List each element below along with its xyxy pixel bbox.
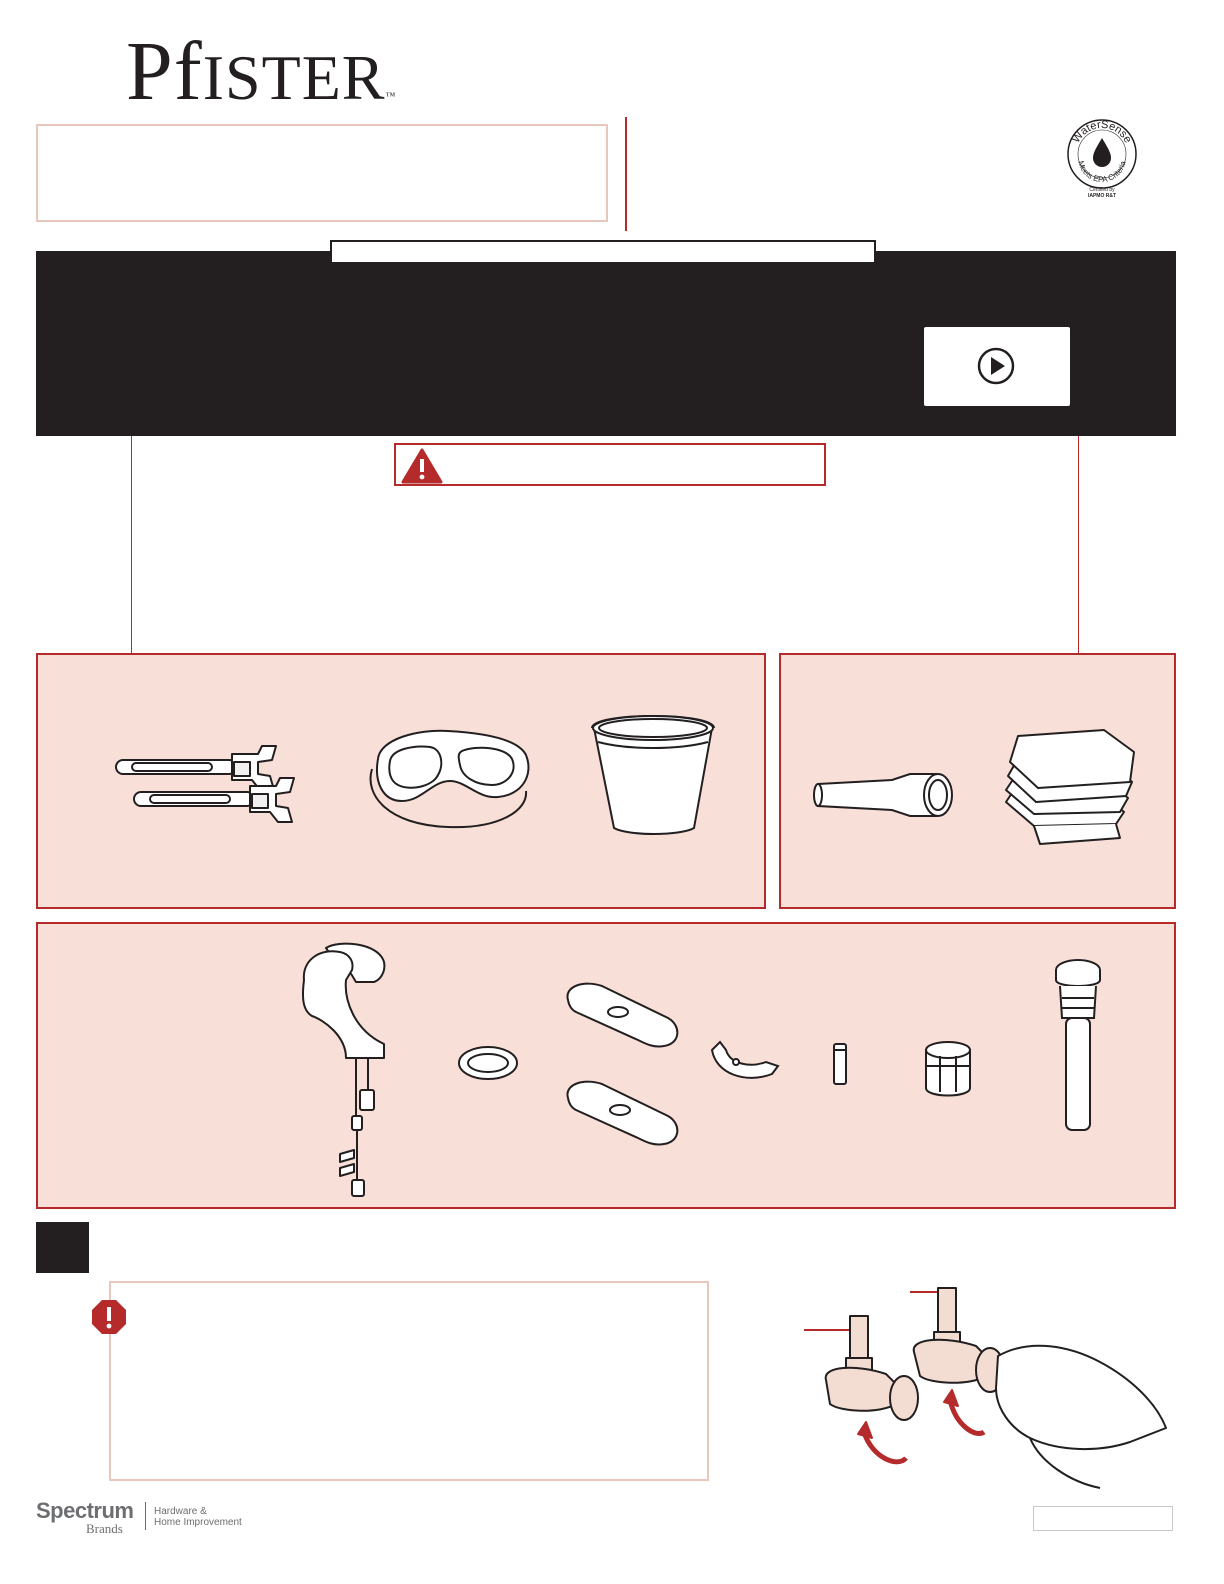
shutoff-valve-illustration bbox=[800, 1282, 1180, 1492]
certified-by-label: Certified by bbox=[1089, 187, 1115, 193]
caution-octagon-icon bbox=[90, 1298, 128, 1336]
spacer-icon bbox=[830, 1040, 850, 1088]
logo-trademark: ™ bbox=[385, 91, 397, 102]
warning-triangle-icon bbox=[401, 448, 443, 484]
faucet-icon bbox=[294, 940, 394, 1204]
logo-letter-p: P bbox=[126, 25, 174, 118]
tools-connector-line bbox=[131, 436, 132, 654]
brands-wordmark: Brands bbox=[86, 1521, 123, 1536]
gasket-icon bbox=[456, 1043, 520, 1083]
header-divider bbox=[625, 117, 627, 231]
flashlight-icon bbox=[812, 770, 958, 820]
banner-title-tab bbox=[330, 240, 876, 264]
watersense-arc-bottom: Meets EPA Criteria bbox=[1076, 159, 1128, 185]
caution-box bbox=[109, 1281, 709, 1481]
play-icon[interactable] bbox=[976, 346, 1016, 386]
division-label bbox=[154, 1506, 242, 1528]
adjustable-wrench-icon bbox=[112, 740, 308, 836]
model-info-box bbox=[36, 124, 608, 222]
watersense-arc-top: WaterSense bbox=[1070, 118, 1134, 146]
optional-connector-line bbox=[1078, 436, 1079, 654]
footer-divider bbox=[145, 1502, 146, 1530]
logo-letter-f: f bbox=[173, 25, 203, 118]
division-line-2: Home Improvement bbox=[154, 1517, 242, 1528]
deckplate-icon bbox=[560, 978, 684, 1150]
mounting-bracket-icon bbox=[706, 1038, 782, 1086]
spectrum-wordmark: Spectrum bbox=[36, 1498, 134, 1523]
certifier-name: IAPMO R&T bbox=[1087, 193, 1117, 199]
towels-icon bbox=[1000, 726, 1140, 850]
watersense-certification bbox=[1066, 187, 1138, 199]
warning-box bbox=[394, 443, 826, 486]
safety-goggles-icon bbox=[358, 715, 534, 835]
document-number-box bbox=[1033, 1506, 1173, 1531]
bucket-icon bbox=[588, 706, 718, 838]
step-number-box bbox=[36, 1222, 89, 1273]
adapter-icon bbox=[918, 1036, 978, 1100]
spectrum-brands-logo bbox=[36, 1500, 133, 1536]
watersense-badge bbox=[1066, 118, 1138, 190]
pfister-logo bbox=[126, 25, 397, 139]
pop-up-drain-icon bbox=[1050, 958, 1106, 1136]
logo-letters-ister: ISTER bbox=[202, 42, 386, 113]
division-line-1: Hardware & bbox=[154, 1506, 207, 1517]
